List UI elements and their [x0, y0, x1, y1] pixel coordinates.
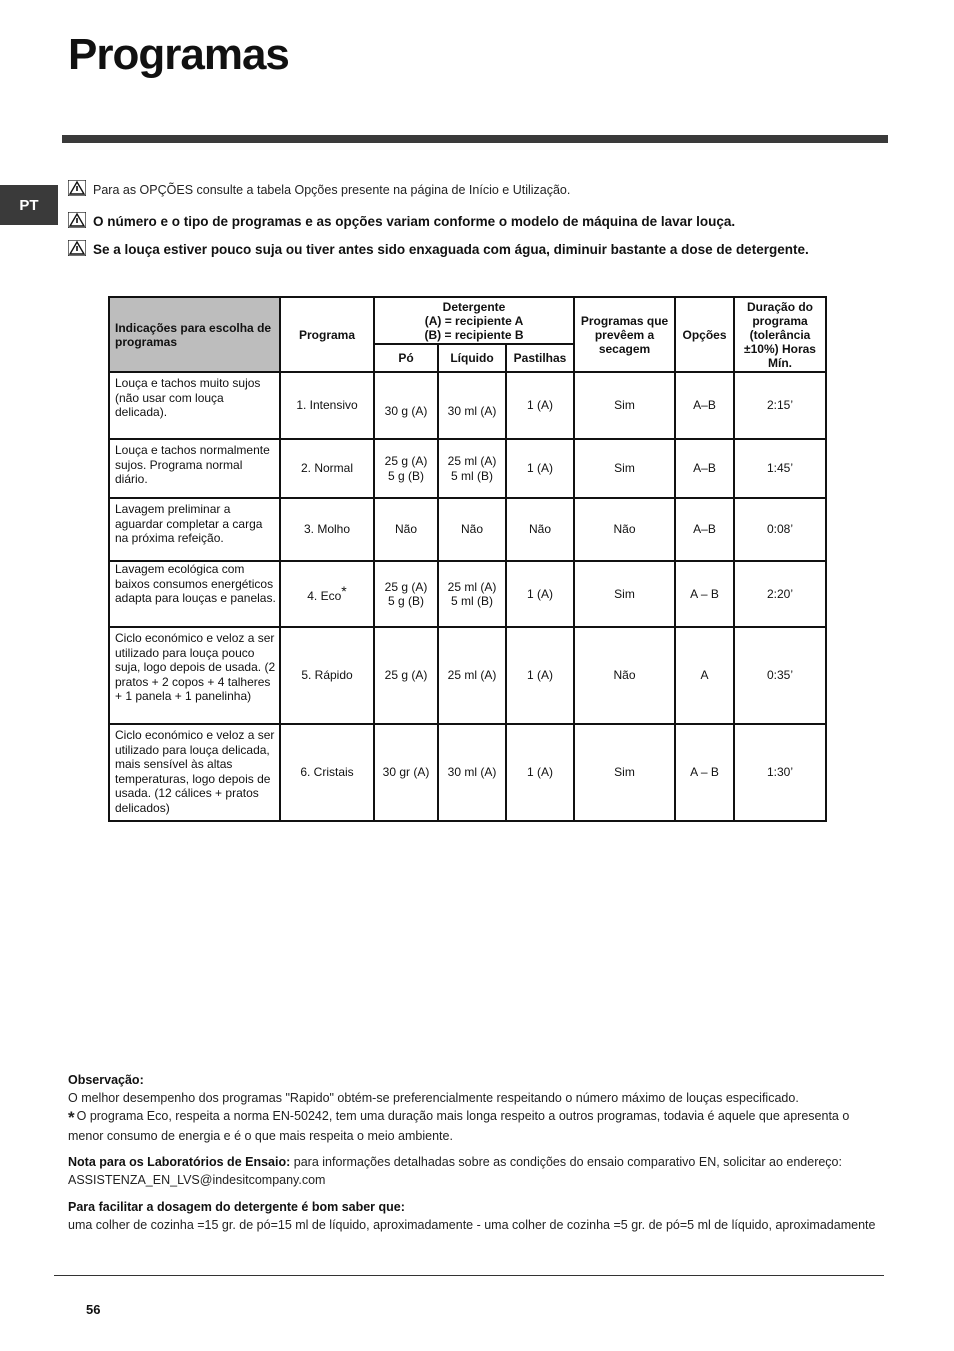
eco-footnote-text: O programa Eco, respeita a norma EN-50242, tem uma duração mais longa respeito a outros programas, todavia é aquele que apresenta o menor consumo de energia e é o que mais respeita o meio ambiente. [68, 1109, 850, 1143]
cell-liquido-a: 25 ml (A) [447, 454, 497, 468]
header-detergente-line: (B) = recipiente B [424, 327, 524, 342]
cell-secagem: Sim [574, 439, 675, 498]
cell-po-b: 5 g (B) [387, 468, 424, 483]
cell-liquido-b: 5 ml (B) [451, 468, 493, 483]
cell-pastilhas: 1 (A) [506, 561, 574, 627]
cell-pastilhas: 1 (A) [506, 372, 574, 439]
observation-section [68, 1071, 888, 1145]
lab-note-title: Nota para os Laboratórios de Ensaio: [68, 1155, 291, 1169]
cell-liquido-a: 25 ml (A) [447, 579, 497, 594]
page-title: Programas [68, 30, 289, 79]
programs-table [108, 296, 827, 822]
cell-desc: Louça e tachos muito sujos (não usar com louça delicada). [109, 372, 280, 439]
cell-secagem: Sim [574, 372, 675, 439]
cell-liquido: Não [438, 498, 506, 561]
dosage-title: Para facilitar a dosagem do detergente é bom saber que: [68, 1200, 405, 1214]
observation-text: O melhor desempenho dos programas "Rapido" obtém-se preferencialmente respeitando o número máximo de louças especificado. [68, 1091, 799, 1105]
table-row [109, 724, 826, 821]
cell-liquido-b: 5 ml (B) [451, 594, 493, 608]
header-secagem: Programas que prevêem a secagem [574, 297, 675, 372]
cell-desc: Ciclo económico e veloz a ser utilizado para louça pouco suja, logo depois de usada. (2 pratos + 2 copos + 4 talheres + 1 panela + 1 panelinha) [109, 627, 280, 724]
warning-text: Para as OPÇÕES consulte a tabela Opções presente na página de Início e Utilização. [93, 183, 571, 197]
cell-liquido: 30 ml (A) [438, 372, 506, 439]
eco-footnote-asterisk: * [68, 1108, 75, 1127]
cell-pastilhas: Não [506, 498, 574, 561]
cell-duracao: 1:45’ [734, 439, 826, 498]
header-opcoes: Opções [675, 297, 734, 372]
header-divider [62, 135, 888, 143]
cell-po: 30 g (A) [374, 372, 438, 439]
warning-triangle-icon [68, 180, 86, 196]
cell-opcoes: A [675, 627, 734, 724]
table-row [109, 561, 826, 627]
cell-opcoes: A–B [675, 372, 734, 439]
cell-po-b: 5 g (B) [387, 594, 424, 608]
header-detergente [374, 297, 574, 344]
cell-po: Não [374, 498, 438, 561]
header-detergente-line: Detergente [442, 299, 506, 314]
table-header-row [109, 297, 826, 344]
cell-po: 25 g (A) [374, 627, 438, 724]
cell-pastilhas: 1 (A) [506, 724, 574, 821]
cell-secagem: Não [574, 498, 675, 561]
cell-po-a: 25 g (A) [384, 454, 428, 468]
cell-programa-label: 4. Eco [307, 589, 342, 604]
cell-liquido [438, 561, 506, 627]
cell-opcoes: A – B [675, 724, 734, 821]
cell-opcoes: A – B [675, 561, 734, 627]
cell-secagem: Não [574, 627, 675, 724]
table-row [109, 627, 826, 724]
warning-note-detergent [68, 240, 868, 259]
cell-pastilhas: 1 (A) [506, 439, 574, 498]
table-row [109, 439, 826, 498]
observation-title: Observação: [68, 1073, 144, 1087]
dosage-text: uma colher de cozinha =15 gr. de pó=15 ml de líquido, aproximadamente - uma colher de cozinha =5 gr. de pó=5 ml de líquido, aproximadamente [68, 1218, 876, 1232]
cell-programa [280, 561, 374, 627]
eco-asterisk: * [341, 583, 347, 600]
cell-programa: 2. Normal [280, 439, 374, 498]
warning-text: Se a louça estiver pouco suja ou tiver antes sido enxaguada com água, diminuir bastante a dose de detergente. [93, 242, 809, 257]
cell-liquido [438, 439, 506, 498]
cell-liquido: 25 ml (A) [438, 627, 506, 724]
cell-duracao: 2:15’ [734, 372, 826, 439]
warning-triangle-icon [68, 240, 86, 256]
cell-duracao: 1:30’ [734, 724, 826, 821]
footer-divider [54, 1275, 884, 1276]
page-number: 56 [86, 1302, 101, 1317]
lab-note-section [68, 1153, 888, 1189]
cell-programa: 6. Cristais [280, 724, 374, 821]
cell-programa: 5. Rápido [280, 627, 374, 724]
table-row [109, 498, 826, 561]
cell-po: 30 gr (A) [374, 724, 438, 821]
cell-opcoes: A–B [675, 498, 734, 561]
cell-programa: 3. Molho [280, 498, 374, 561]
cell-desc: Lavagem preliminar a aguardar completar a carga na próxima refeição. [109, 498, 280, 561]
cell-pastilhas: 1 (A) [506, 627, 574, 724]
warning-text: O número e o tipo de programas e as opções variam conforme o modelo de máquina de lavar louça. [93, 214, 736, 229]
cell-po-a: 25 g (A) [384, 579, 428, 594]
warning-triangle-icon [68, 212, 86, 228]
cell-opcoes: A–B [675, 439, 734, 498]
table-row [109, 372, 826, 439]
header-duracao: Duração do programa (tolerância ±10%) Horas Mín. [734, 297, 826, 372]
header-po: Pó [374, 344, 438, 372]
cell-po [374, 561, 438, 627]
language-tab: PT [0, 185, 58, 225]
warning-note-options [68, 180, 868, 199]
header-pastilhas: Pastilhas [506, 344, 574, 372]
cell-po [374, 439, 438, 498]
header-detergente-line: (A) = recipiente A [424, 313, 524, 328]
header-liquido: Líquido [438, 344, 506, 372]
cell-duracao: 2:20’ [734, 561, 826, 627]
cell-desc: Ciclo económico e veloz a ser utilizado para louça delicada, mais sensível às altas temperaturas, logo depois de usada. (12 cálices + pratos delicados) [109, 724, 280, 821]
dosage-section [68, 1198, 888, 1234]
header-indicacoes: Indicações para escolha de programas [109, 297, 280, 372]
warning-note-models [68, 212, 868, 231]
cell-desc: Lavagem ecológica com baixos consumos energéticos adapta para louças e panelas. [109, 561, 280, 627]
cell-desc: Louça e tachos normalmente sujos. Programa normal diário. [109, 439, 280, 498]
header-programa: Programa [280, 297, 374, 372]
cell-duracao: 0:35’ [734, 627, 826, 724]
cell-secagem: Sim [574, 561, 675, 627]
cell-secagem: Sim [574, 724, 675, 821]
lab-note-text: para informações detalhadas sobre as condições do ensaio comparativo EN, solicitar ao endereço: ASSISTENZA_EN_LVS@indesitcompany.com [68, 1155, 842, 1187]
cell-programa: 1. Intensivo [280, 372, 374, 439]
cell-duracao: 0:08’ [734, 498, 826, 561]
cell-liquido: 30 ml (A) [438, 724, 506, 821]
